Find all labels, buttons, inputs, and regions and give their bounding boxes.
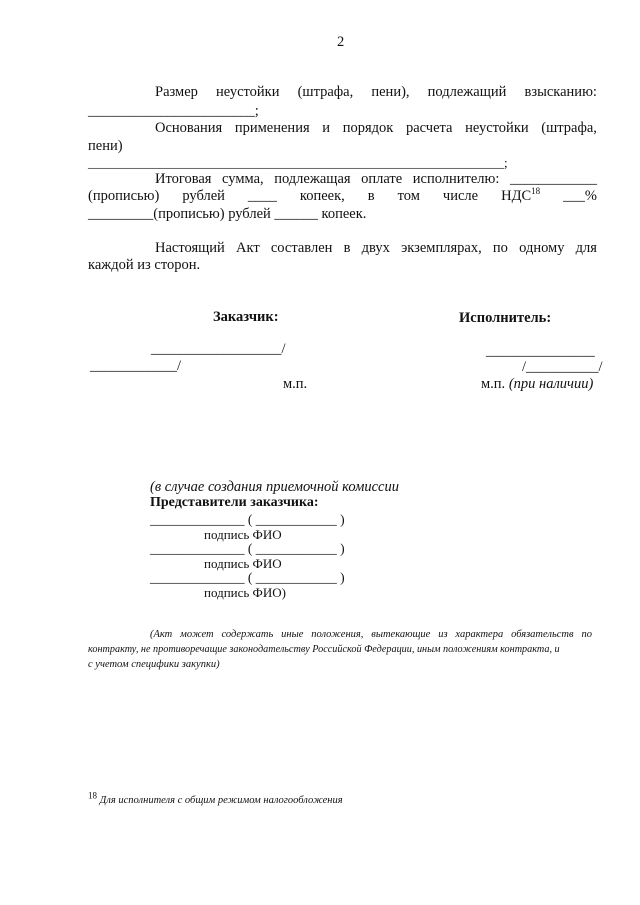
copies-word: в: [343, 240, 351, 256]
penalty-basis-blank: ________________________________________________________________;: [88, 155, 508, 170]
contractor-heading: Исполнитель:: [459, 310, 552, 326]
act-note-word: обязательств: [511, 629, 574, 640]
total-line-3: _________(прописью) рублей ______ копеек.: [88, 206, 367, 222]
copies-word: по: [492, 240, 508, 256]
vat-percent: ___%: [563, 188, 597, 204]
total-word: том: [397, 188, 420, 204]
penalty-basis-line-2: пени): [88, 138, 123, 154]
contractor-stamp-prefix: м.п.: [481, 376, 506, 392]
act-note-word: по: [581, 629, 592, 640]
penalty-word: пени),: [371, 84, 410, 100]
act-note-word: вытекающие: [371, 629, 431, 640]
act-note-word: иные: [281, 629, 304, 640]
commission-sign-line: ______________ ( ____________ ): [150, 541, 345, 556]
copies-line-1: [155, 240, 597, 257]
act-note-line-2: контракту, не противоречащие законодательству Российской Федерации, иным положениям контракта, и: [88, 644, 560, 655]
total-word: Итоговая: [155, 171, 212, 187]
act-note-word: из: [438, 629, 448, 640]
act-note-line-3: с учетом специфики закупки): [88, 659, 220, 670]
basis-word: неустойки: [465, 120, 529, 136]
commission-heading: Представители заказчика:: [150, 495, 319, 510]
commission-sign-line: ______________ ( ____________ ): [150, 512, 345, 527]
vat-footnote-ref: 18: [531, 186, 541, 197]
copies-word: Настоящий: [155, 240, 225, 256]
act-note-word: характера: [455, 629, 504, 640]
commission-sign-caption: подпись ФИО): [204, 585, 286, 600]
act-note-word: содержать: [221, 629, 274, 640]
commission-sign-caption: подпись ФИО: [204, 556, 282, 571]
customer-stamp: м.п.: [283, 376, 308, 392]
copies-word: Акт: [236, 240, 260, 256]
total-line-2: [88, 188, 597, 205]
total-word: ____: [247, 188, 277, 204]
penalty-word: взысканию:: [524, 84, 597, 100]
basis-word: применения: [234, 120, 310, 136]
copies-word: для: [575, 240, 597, 256]
act-note-word: может: [180, 629, 214, 640]
total-word: (прописью): [88, 188, 160, 204]
total-word: в: [367, 188, 375, 204]
customer-sign-line-1: __________________/: [151, 341, 286, 357]
penalty-word: подлежащий: [427, 84, 507, 100]
contractor-sign-line-2: /__________/: [522, 359, 603, 375]
copies-word: двух: [361, 240, 390, 256]
footnote-text: Для исполнителя с общим режимом налогообложения: [99, 795, 343, 806]
contractor-sign-line-1: _______________: [486, 343, 595, 359]
act-note-word: (Акт: [150, 629, 173, 640]
commission-note: (в случае создания приемочной комиссии: [150, 479, 399, 495]
total-word: подлежащая: [274, 171, 351, 187]
penalty-basis-line-1: [155, 120, 597, 137]
penalty-word: Размер: [155, 84, 198, 100]
vat-label: [501, 188, 540, 205]
basis-word: Основания: [155, 120, 223, 136]
customer-heading: Заказчик:: [213, 309, 279, 325]
penalty-word: (штрафа,: [297, 84, 354, 100]
total-word: числе: [442, 188, 479, 204]
basis-word: расчета: [405, 120, 453, 136]
commission-sign-caption: подпись ФИО: [204, 527, 282, 542]
copies-word: одному: [519, 240, 565, 256]
footnote: [88, 790, 343, 806]
penalty-line-1: [155, 84, 597, 101]
basis-word: порядок: [342, 120, 394, 136]
penalty-amount-blank: _______________________;: [88, 103, 259, 119]
total-word: рублей: [182, 188, 225, 204]
total-word: оплате: [361, 171, 403, 187]
vat-text: НДС: [501, 188, 532, 204]
penalty-word: неустойки: [216, 84, 280, 100]
total-word: сумма,: [222, 171, 264, 187]
copies-word: экземплярах,: [401, 240, 482, 256]
act-note-word: положения,: [311, 629, 364, 640]
commission-sign-line: ______________ ( ____________ ): [150, 570, 345, 585]
contractor-stamp-note: (при наличии): [508, 376, 594, 392]
copies-line-2: каждой из сторон.: [88, 257, 201, 273]
basis-word: (штрафа,: [541, 120, 597, 136]
act-note-line-1: [150, 629, 592, 640]
copies-word: составлен: [270, 240, 333, 256]
footnote-number: 18: [88, 790, 97, 801]
total-word: исполнителю:: [412, 171, 500, 187]
basis-word: и: [322, 120, 331, 136]
total-word: ____________: [509, 171, 597, 187]
contractor-stamp: [481, 376, 593, 393]
total-word: копеек,: [299, 188, 345, 204]
page-number: 2: [337, 34, 345, 50]
customer-sign-line-2: ____________/: [90, 358, 182, 374]
